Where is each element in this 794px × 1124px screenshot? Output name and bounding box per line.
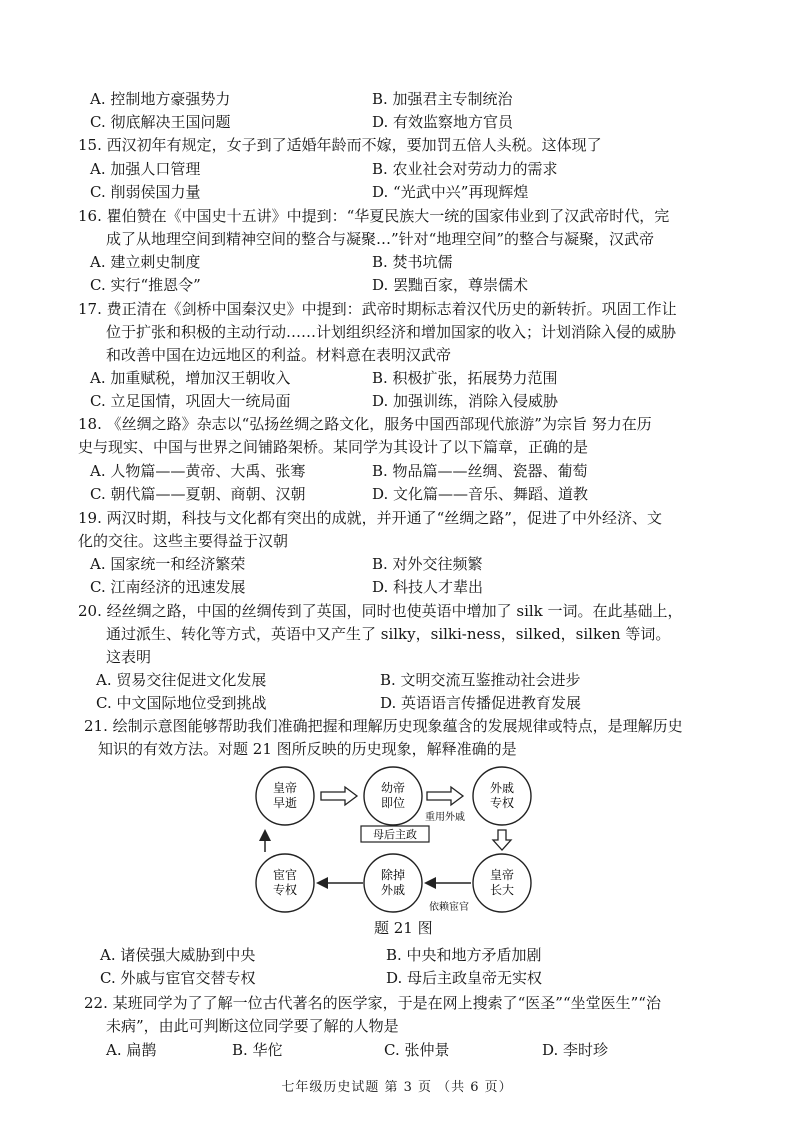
q21-flow-diagram [255,760,555,918]
q16-stem-line-1: 16. 瞿伯赞在《中国史十五讲》中提到：“华夏民族大一统的国家伟业到了汉武帝时代，完 [78,207,670,225]
q18-stem-line-2: 史与现实、中国与世界之间铺路架桥。某同学为其设计了以下篇章，正确的是 [78,438,589,456]
q19-option-b: B. 对外交往频繁 [372,555,483,573]
q19-option-d: D. 科技人才辈出 [372,578,484,596]
q16-stem-line-2: 成了从地理空间到精神空间的整合与凝聚…”针对“地理空间”的整合与凝聚，汉武帝 [106,230,655,248]
q16-option-b: B. 焚书坑儒 [372,253,453,271]
label-rely-eunuch: 依赖宦官 [429,902,469,913]
page-footer: 七年级历史试题 第 3 页 （共 6 页） [281,1080,513,1095]
node-5-line-1: 除掉 [380,868,406,882]
q21-stem-line-1: 21. 绘制示意图能够帮助我们准确把握和理解历史现象蕴含的发展规律或特点，是理解历史 [84,717,683,735]
node-2-line-1: 幼帝 [380,781,406,795]
q15-stem: 15. 西汉初年有规定，女子到了适婚年龄而不嫁，要加罚五倍人头税。这体现了 [78,136,602,154]
q21-option-b: B. 中央和地方矛盾加剧 [386,946,542,964]
q16-option-c: C. 实行“推恩令” [90,276,201,294]
q22-option-d: D. 李时珍 [542,1041,609,1059]
q14-option-a: A. 控制地方豪强势力 [90,90,231,108]
q21-option-d: D. 母后主政皇帝无实权 [386,969,543,987]
q17-option-b: B. 积极扩张，拓展势力范围 [372,369,558,387]
q19-stem-line-1: 19. 两汉时期，科技与文化都有突出的成就，并开通了“丝绸之路”，促进了中外经济、文 [78,509,662,527]
q22-option-c: C. 张仲景 [384,1041,450,1059]
arrow-hollow-right-icon [321,787,357,805]
q15-option-c: C. 削弱侯国力量 [90,183,201,201]
q18-option-b: B. 物品篇——丝绸、瓷器、葡萄 [372,462,588,480]
node-6-line-1: 皇帝 [489,868,515,882]
q21-option-a: A. 诸侯强大威胁到中央 [100,946,256,964]
q18-option-d: D. 文化篇——音乐、舞蹈、道教 [372,485,589,503]
q17-stem-line-1: 17. 费正清在《剑桥中国秦汉史》中提到：武帝时期标志着汉代历史的新转折。巩固工作让 [78,300,677,318]
q20-option-c: C. 中文国际地位受到挑战 [96,694,267,712]
q22-option-b: B. 华佗 [232,1041,283,1059]
node-3-line-2: 专权 [489,796,515,810]
node-1-line-1: 皇帝 [272,781,298,795]
q16-option-a: A. 建立刺史制度 [90,253,201,271]
q14-option-b: B. 加强君主专制统治 [372,90,513,108]
node-5-line-2: 外戚 [380,883,406,897]
q20-option-d: D. 英语语言传播促进教育发展 [380,694,582,712]
node-6-line-2: 长大 [489,883,515,897]
q15-option-a: A. 加强人口管理 [90,160,201,178]
q17-option-d: D. 加强训练，消除入侵威胁 [372,392,559,410]
node-2-line-2: 即位 [380,796,406,810]
arrow-hollow-down-icon [493,830,511,850]
q21-option-c: C. 外戚与宦官交替专权 [100,969,256,987]
node-4-line-2: 专权 [272,883,298,897]
q19-option-a: A. 国家统一和经济繁荣 [90,555,246,573]
q20-stem-line-3: 这表明 [106,648,152,666]
q14-option-c: C. 彻底解决王国问题 [90,113,231,131]
arrow-hollow-right-icon [427,787,463,805]
q21-stem-line-2: 知识的有效方法。对题 21 图所反映的历史现象，解释准确的是 [98,740,517,758]
q22-option-a: A. 扁鹊 [106,1041,157,1059]
q22-stem-line-2: 未病”，由此可判断这位同学要了解的人物是 [106,1017,399,1035]
q21-figure-caption: 题 21 图 [374,919,433,937]
q16-option-d: D. 罢黜百家，尊崇儒术 [372,276,529,294]
q18-stem-line-1: 18. 《丝绸之路》杂志以“弘扬丝绸之路文化，服务中国西部现代旅游”为宗旨 努力在历 [78,415,652,433]
node-4-line-1: 宦官 [272,868,298,882]
q14-option-d: D. 有效监察地方官员 [372,113,514,131]
q19-stem-line-2: 化的交往。这些主要得益于汉朝 [78,532,289,550]
q18-option-a: A. 人物篇——黄帝、大禹、张骞 [90,462,306,480]
q18-option-c: C. 朝代篇——夏朝、商朝、汉朝 [90,485,306,503]
q20-option-b: B. 文明交流互鉴推动社会进步 [380,671,581,689]
box-label: 母后主政 [373,828,417,841]
node-1-line-2: 早逝 [272,796,298,810]
q22-stem-line-1: 22. 某班同学为了了解一位古代著名的医学家，于是在网上搜索了“医圣”“坐堂医生”“治 [84,994,661,1012]
q19-option-c: C. 江南经济的迅速发展 [90,578,246,596]
node-3-line-1: 外戚 [489,781,515,795]
q17-option-c: C. 立足国情，巩固大一统局面 [90,392,291,410]
q17-stem-line-2: 位于扩张和积极的主动行动……计划组织经济和增加国家的收入；计划消除入侵的威胁 [106,323,677,341]
q15-option-b: B. 农业社会对劳动力的需求 [372,160,558,178]
label-reuse-consort: 重用外戚 [425,812,465,823]
q17-option-a: A. 加重赋税，增加汉王朝收入 [90,369,291,387]
q15-option-d: D. “光武中兴”再现辉煌 [372,183,529,201]
q20-stem-line-2: 通过派生、转化等方式，英语中又产生了 silky，silki-ness，silked，silken 等词。 [106,625,671,643]
q20-option-a: A. 贸易交往促进文化发展 [96,671,267,689]
q17-stem-line-3: 和改善中国在边远地区的利益。材料意在表明汉武帝 [106,346,452,364]
q20-stem-line-1: 20. 经丝绸之路，中国的丝绸传到了英国，同时也使英语中增加了 silk 一词。在此基础上， [78,602,683,620]
